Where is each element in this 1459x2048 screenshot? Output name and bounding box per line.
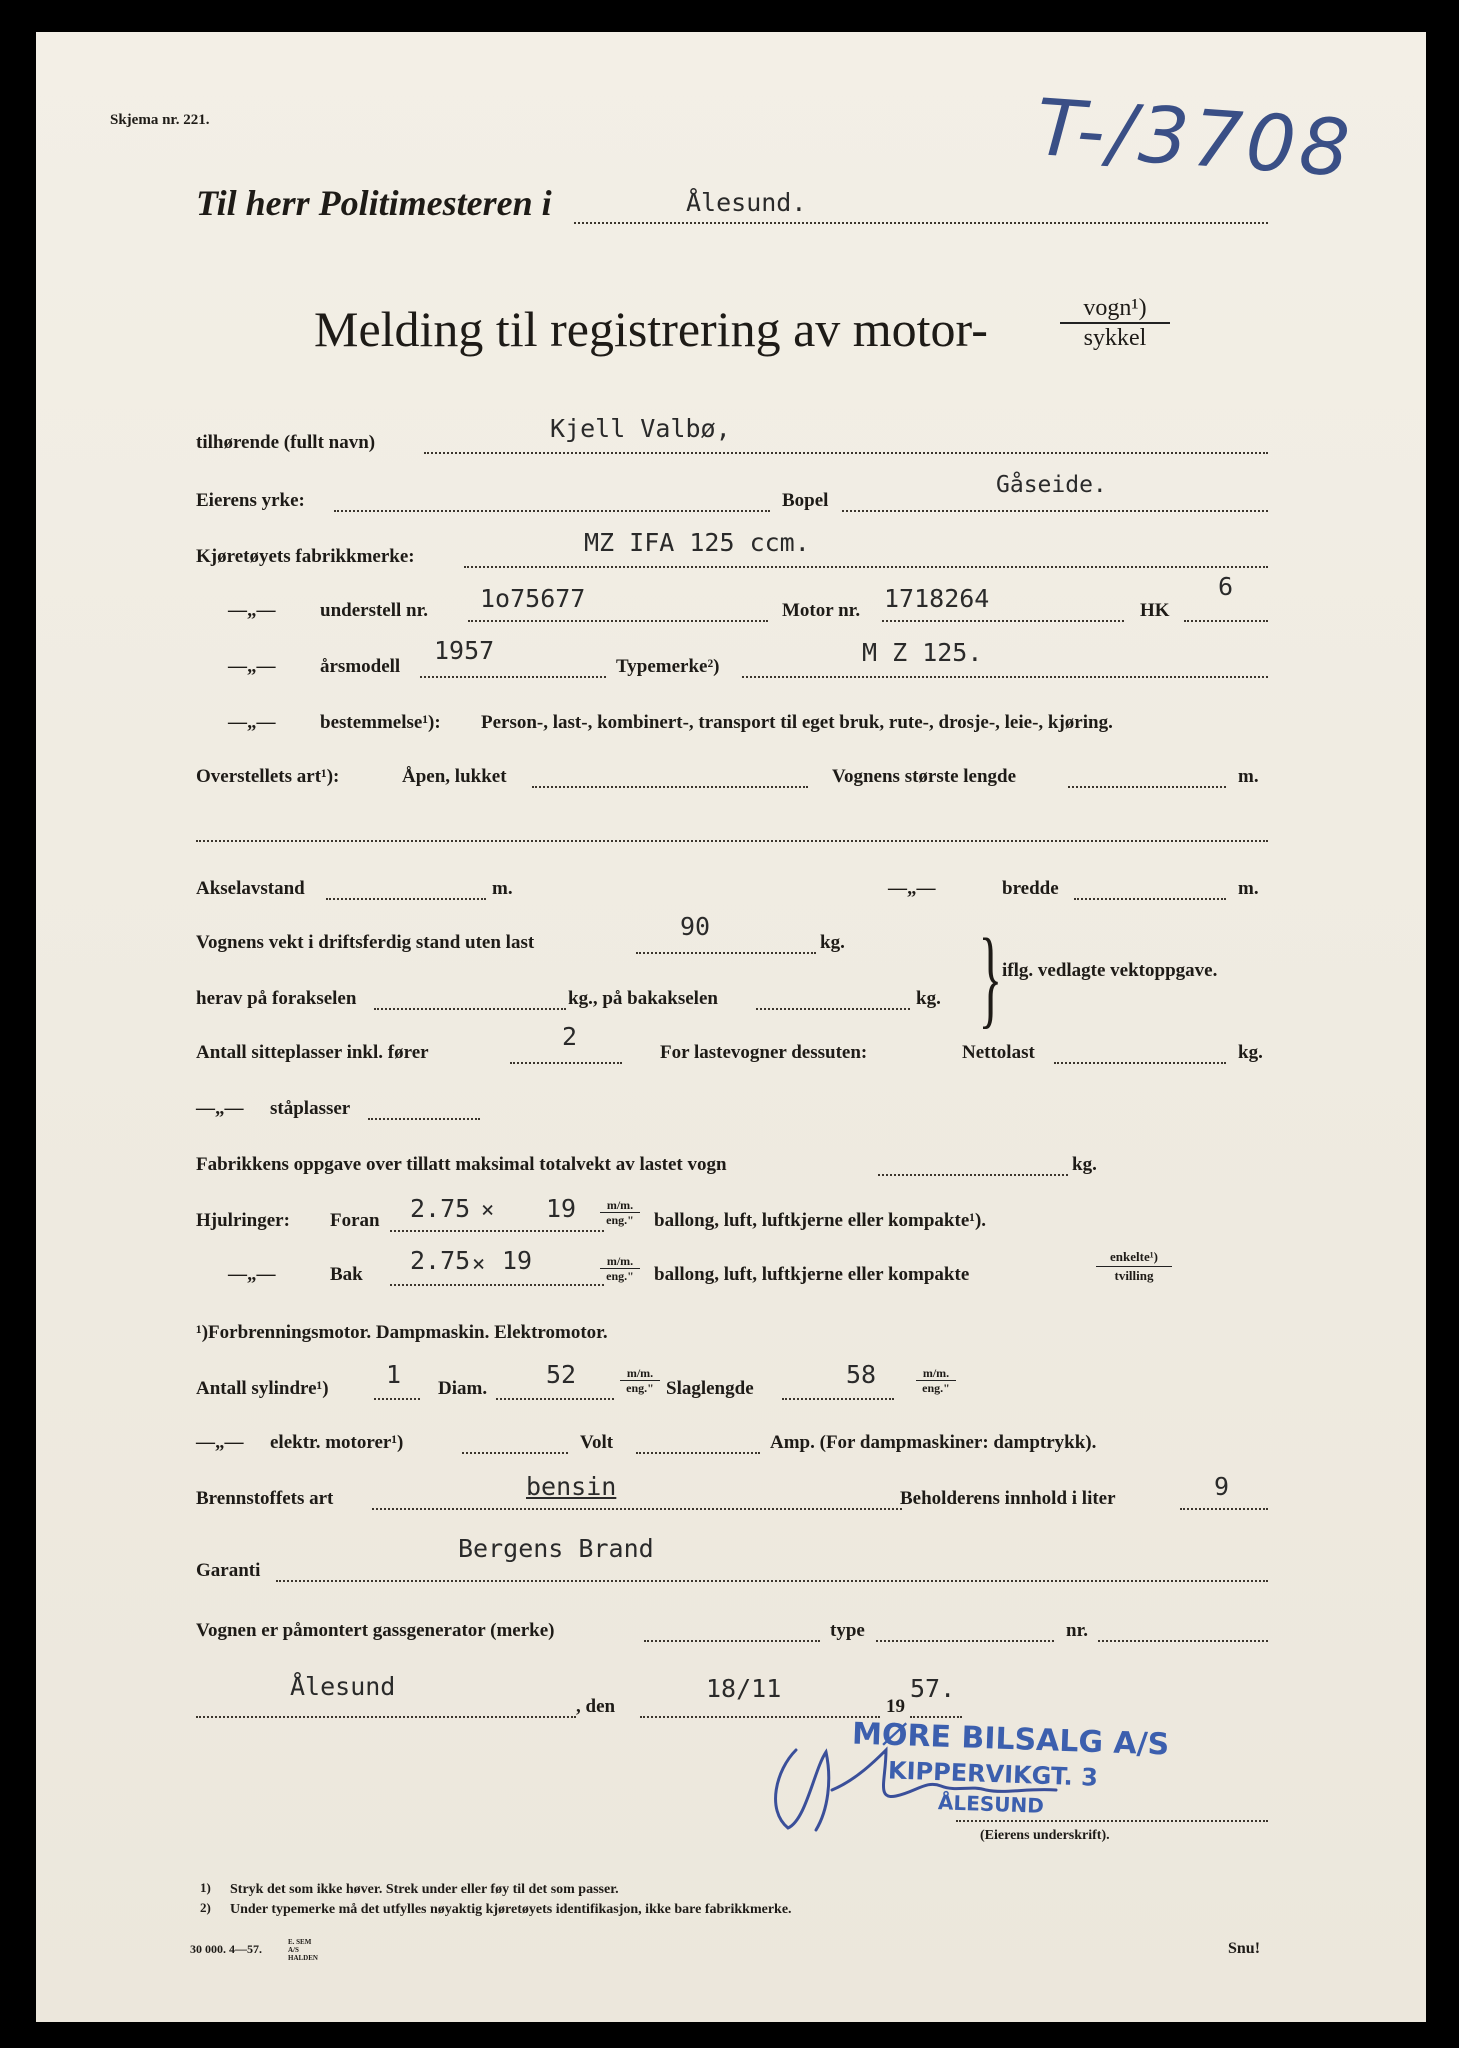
signature-scribble	[736, 1730, 1116, 1840]
chassis-value: 1o75677	[480, 584, 586, 613]
gas-label: Vognen er påmontert gassgenerator (merke)	[196, 1620, 555, 1641]
diam-value: 52	[546, 1360, 577, 1389]
recipient-value: Ålesund.	[686, 188, 807, 217]
front-wheel-unit-eng: eng."	[606, 1213, 634, 1227]
residence-value: Gåseide.	[996, 472, 1107, 498]
footnote-1: Stryk det som ikke høver. Strek under eller føy til det som passer.	[230, 1882, 619, 1897]
netload-unit: kg.	[1238, 1042, 1263, 1063]
seats-label: Antall sitteplasser inkl. fører	[196, 1042, 429, 1063]
electric-label: elektr. motorer¹)	[270, 1432, 404, 1453]
title-fraction	[1060, 294, 1170, 352]
rear-wheel-fraction	[1096, 1248, 1172, 1285]
place-value: Ålesund	[290, 1672, 396, 1701]
diam-unit-eng: eng."	[626, 1381, 654, 1395]
front-wheel-x-icon: ×	[481, 1198, 495, 1223]
stroke-unit-eng: eng."	[922, 1381, 950, 1395]
dash-rear: —„—	[228, 1264, 276, 1285]
body-options: Åpen, lukket	[402, 766, 507, 787]
owner-value: Kjell Valbø,	[550, 414, 731, 443]
length-unit: m.	[1238, 766, 1259, 787]
sign-year-value: 57.	[910, 1674, 956, 1703]
cylinders-label: Antall sylindre¹)	[196, 1378, 329, 1399]
owner-line	[424, 452, 1268, 454]
form-paper	[36, 32, 1426, 2022]
motor-line	[882, 620, 1124, 622]
make-label: Kjøretøyets fabrikkmerke:	[196, 546, 415, 567]
printer-small: E. SEM A/S HALDEN	[288, 1938, 318, 1962]
rear-wheel-unit-mm: m/m.	[600, 1254, 640, 1269]
gas-line	[644, 1640, 820, 1642]
rear-wheel-desc: ballong, luft, luftkjerne eller kompakte	[654, 1264, 970, 1285]
width-label: bredde	[1002, 878, 1059, 899]
rear-wheel-frac-top: enkelte¹)	[1096, 1248, 1172, 1267]
occupation-label: Eierens yrke:	[196, 490, 305, 511]
date-label: , den	[576, 1696, 616, 1717]
stroke-unit	[916, 1366, 956, 1395]
typemark-label: Typemerke²)	[616, 656, 720, 677]
date-value: 18/11	[706, 1674, 782, 1703]
sign-year-line	[910, 1716, 962, 1718]
rear-wheel-line	[390, 1284, 604, 1286]
fuel-value: bensin	[526, 1472, 617, 1501]
dash-year: —„—	[228, 656, 276, 677]
tank-label: Beholderens innhold i liter	[900, 1488, 1116, 1509]
stroke-line	[782, 1398, 894, 1400]
weight-value: 90	[680, 912, 711, 941]
extra-line	[196, 840, 1268, 842]
rear-wheel-unit-eng: eng."	[606, 1269, 634, 1283]
hk-label: HK	[1140, 600, 1170, 621]
residence-label: Bopel	[782, 490, 829, 511]
place-line	[196, 1716, 576, 1718]
stamp-line-2: KIPPERVIKGT. 3	[887, 1756, 1099, 1792]
front-wheel-desc: ballong, luft, luftkjerne eller kompakte¹).	[654, 1210, 987, 1231]
length-label: Vognens største lengde	[832, 766, 1017, 787]
wheels-label: Hjulringer:	[196, 1210, 290, 1231]
axle-line	[326, 898, 486, 900]
guarantee-value: Bergens Brand	[458, 1534, 654, 1563]
body-label: Overstellets art¹):	[196, 766, 340, 787]
dash-electric: —„—	[196, 1432, 244, 1453]
rear-axle-line	[756, 1008, 910, 1010]
purpose-label: bestemmelse¹):	[320, 712, 441, 733]
motor-value: 1718264	[884, 584, 990, 613]
truck-label: For lastevogner dessuten:	[660, 1042, 868, 1063]
guarantee-line	[276, 1580, 1268, 1582]
front-wheel-diameter: 19	[546, 1194, 577, 1223]
typemark-value: M Z 125.	[862, 638, 983, 667]
front-wheel-width: 2.75	[410, 1194, 471, 1223]
typemark-line	[742, 676, 1268, 678]
footnote-1-mark: 1)	[200, 1880, 211, 1895]
brace-icon: }	[978, 916, 1003, 1038]
seats-line	[510, 1062, 622, 1064]
owner-signature-line	[956, 1820, 1268, 1822]
handwritten-reference: T-/3708	[1033, 83, 1357, 195]
rear-wheel-unit	[600, 1254, 640, 1283]
electric-line	[462, 1452, 568, 1454]
stamp-line-1: MØRE BILSALG A/S	[851, 1716, 1170, 1763]
front-axle-line	[374, 1008, 566, 1010]
date-line	[640, 1716, 880, 1718]
make-value: MZ IFA 125 ccm.	[584, 528, 810, 557]
year-line	[420, 676, 606, 678]
front-wheel-unit-mm: m/m.	[600, 1198, 640, 1213]
maxweight-label: Fabrikkens oppgave over tillatt maksimal totalvekt av lastet vogn	[196, 1154, 727, 1175]
title-frac-top: vogn¹)	[1060, 294, 1170, 324]
dash-purpose: —„—	[228, 712, 276, 733]
volt-line	[636, 1452, 760, 1454]
netload-line	[1054, 1062, 1226, 1064]
maxweight-line	[878, 1174, 1068, 1176]
stroke-value: 58	[846, 1360, 877, 1389]
maxweight-unit: kg.	[1072, 1154, 1097, 1175]
recipient-label: Til herr Politimesteren i	[196, 183, 552, 223]
purpose-options: Person-, last-, kombinert-, transport til eget bruk, rute-, drosje-, leie-, kjøring.	[481, 712, 1113, 733]
owner-signature-label: (Eierens underskrift).	[980, 1828, 1110, 1843]
cylinders-line	[374, 1398, 420, 1400]
amp-label: Amp. (For dampmaskiner: damptrykk).	[770, 1432, 1097, 1453]
title-frac-bottom: sykkel	[1083, 325, 1147, 351]
tank-line	[1180, 1508, 1268, 1510]
chassis-label: understell nr.	[320, 600, 429, 621]
standing-label: ståplasser	[270, 1098, 351, 1119]
motor-label: Motor nr.	[782, 600, 861, 621]
length-line	[1068, 786, 1226, 788]
weight-unit: kg.	[820, 932, 845, 953]
weight-note: iflg. vedlagte vektoppgave.	[1002, 960, 1218, 981]
weight-label: Vognens vekt i driftsferdig stand uten last	[196, 932, 535, 953]
stamp-line-3: ÅLESUND	[937, 1790, 1045, 1818]
occupation-line	[334, 510, 770, 512]
diam-unit	[620, 1366, 660, 1395]
axle-unit: m.	[492, 878, 513, 899]
body-line	[532, 786, 808, 788]
owner-label: tilhørende (fullt navn)	[196, 432, 376, 453]
nr-label: nr.	[1066, 1620, 1089, 1641]
rear-axle-label: kg., på bakakselen	[568, 988, 718, 1009]
fuel-label: Brennstoffets art	[196, 1488, 334, 1509]
rear-wheel-width: 2.75	[410, 1246, 471, 1275]
diam-label: Diam.	[438, 1378, 488, 1399]
year-prefix: 19	[886, 1696, 905, 1717]
standing-line	[368, 1118, 480, 1120]
make-line	[464, 566, 1268, 568]
dash-chassis: —„—	[228, 600, 276, 621]
chassis-line	[468, 620, 768, 622]
footnote-2: Under typemerke må det utfylles nøyaktig kjøretøyets identifikasjon, ikke bare fabrikkmerke.	[230, 1902, 792, 1917]
rear-axle-unit: kg.	[916, 988, 941, 1009]
volt-label: Volt	[580, 1432, 614, 1453]
front-wheel-label: Foran	[330, 1210, 380, 1231]
width-unit: m.	[1238, 878, 1259, 899]
front-wheel-line	[390, 1230, 604, 1232]
diam-unit-mm: m/m.	[620, 1366, 660, 1381]
stroke-unit-mm: m/m.	[916, 1366, 956, 1381]
front-axle-label: herav på forakselen	[196, 988, 357, 1009]
netload-label: Nettolast	[962, 1042, 1035, 1063]
printer-info: 30 000. 4—57.	[190, 1942, 262, 1956]
page-title: Melding til registrering av motor-	[314, 301, 988, 357]
recipient-line	[574, 222, 1268, 224]
tank-value: 9	[1214, 1472, 1230, 1501]
type-line	[876, 1640, 1054, 1642]
nr-line	[1098, 1640, 1268, 1642]
rear-wheel-diameter: 19	[502, 1246, 533, 1275]
seats-value: 2	[562, 1022, 578, 1051]
diam-line	[496, 1398, 614, 1400]
rear-wheel-x-icon: ×	[472, 1252, 486, 1277]
hk-line	[1184, 620, 1268, 622]
hk-value: 6	[1218, 572, 1234, 601]
residence-line	[842, 510, 1268, 512]
guarantee-label: Garanti	[196, 1560, 261, 1581]
year-label: årsmodell	[320, 656, 401, 677]
cylinders-value: 1	[386, 1360, 402, 1389]
year-value: 1957	[434, 636, 495, 665]
turn-over: Snu!	[1228, 1940, 1261, 1957]
engine-types: ¹)Forbrenningsmotor. Dampmaskin. Elektromotor.	[196, 1322, 608, 1343]
rear-wheel-frac-bottom: tvilling	[1114, 1268, 1154, 1283]
footnote-2-mark: 2)	[200, 1900, 211, 1915]
dash-width: —„—	[888, 878, 936, 899]
form-number: Skjema nr. 221.	[110, 112, 210, 128]
rear-wheel-label: Bak	[330, 1264, 363, 1285]
weight-line	[636, 952, 816, 954]
width-line	[1074, 898, 1226, 900]
front-wheel-unit	[600, 1198, 640, 1227]
axle-label: Akselavstand	[196, 878, 305, 899]
type-label: type	[830, 1620, 865, 1641]
dash-standing: —„—	[196, 1098, 244, 1119]
stroke-label: Slaglengde	[666, 1378, 754, 1399]
fuel-line	[372, 1508, 902, 1510]
